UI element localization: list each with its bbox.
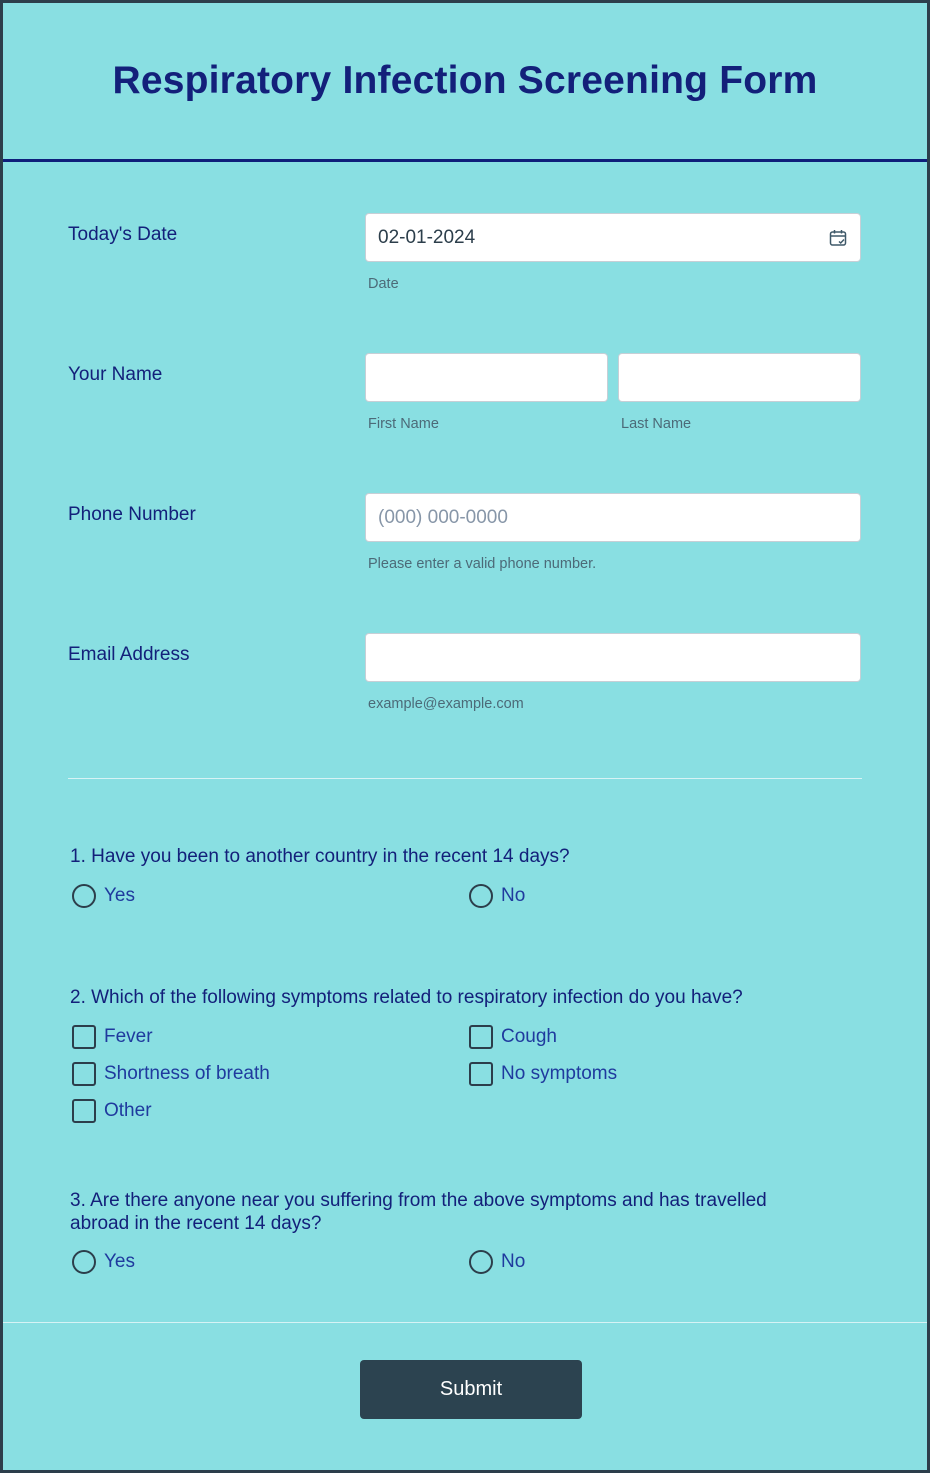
date-label: Today's Date — [68, 224, 178, 245]
date-sublabel: Date — [368, 276, 399, 292]
question-2: 2. Which of the following symptoms related to respiratory infection do you have? — [70, 987, 743, 1008]
radio-button[interactable] — [469, 1250, 493, 1274]
section-divider — [68, 778, 862, 779]
form-container — [3, 3, 927, 1470]
footer-divider — [3, 1322, 927, 1323]
q1-option-no[interactable]: No — [469, 884, 525, 908]
email-input[interactable] — [365, 633, 861, 682]
first-name-input[interactable] — [365, 353, 608, 402]
checkbox[interactable] — [469, 1062, 493, 1086]
last-name-sublabel: Last Name — [621, 416, 692, 432]
radio-button[interactable] — [469, 884, 493, 908]
question-1: 1. Have you been to another country in the recent 14 days? — [70, 846, 570, 867]
name-label: Your Name — [68, 364, 163, 385]
page-title: Respiratory Infection Screening Form — [112, 59, 818, 102]
checkbox[interactable] — [469, 1025, 493, 1049]
question-3: 3. Are there anyone near you suffering from the above symptoms and has travelled abroad in the recent 14 days? — [70, 1190, 767, 1234]
last-name-input[interactable] — [618, 353, 861, 402]
q2-option-no-symptoms[interactable]: No symptoms — [469, 1062, 617, 1086]
email-sublabel: example@example.com — [368, 696, 524, 712]
radio-button[interactable] — [72, 884, 96, 908]
checkbox[interactable] — [72, 1025, 96, 1049]
q1-option-yes[interactable]: Yes — [72, 884, 135, 908]
phone-sublabel: Please enter a valid phone number. — [368, 556, 597, 572]
calendar-icon[interactable] — [828, 228, 848, 248]
phone-label: Phone Number — [68, 504, 196, 525]
checkbox[interactable] — [72, 1062, 96, 1086]
radio-button[interactable] — [72, 1250, 96, 1274]
form-header — [3, 3, 927, 162]
date-input[interactable] — [365, 213, 861, 262]
q3-option-yes[interactable]: Yes — [72, 1250, 135, 1274]
q2-option-other[interactable]: Other — [72, 1099, 152, 1123]
checkbox[interactable] — [72, 1099, 96, 1123]
submit-button[interactable]: Submit — [360, 1360, 582, 1419]
q3-option-no[interactable]: No — [469, 1250, 525, 1274]
first-name-sublabel: First Name — [368, 416, 439, 432]
q2-option-fever[interactable]: Fever — [72, 1025, 153, 1049]
email-label: Email Address — [68, 644, 190, 665]
q2-option-cough[interactable]: Cough — [469, 1025, 557, 1049]
q2-option-shortness-of-breath[interactable]: Shortness of breath — [72, 1062, 270, 1086]
phone-input[interactable] — [365, 493, 861, 542]
